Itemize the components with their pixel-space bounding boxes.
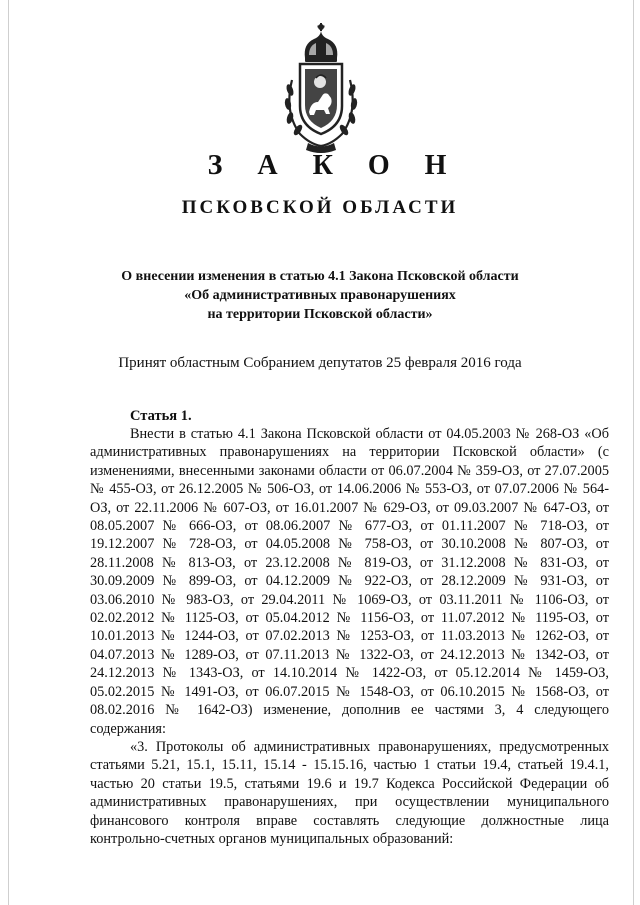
article-body (90, 425, 609, 848)
subject-line: «Об административных правонарушениях (184, 288, 456, 303)
law-title: З А К О Н (207, 150, 461, 181)
article-paragraph: «3. Протоколы об административных правонарушениях, предусмотренных статьями 5.21, 15.1, 15.11, 15.14 - 15.15.16, частью 1 статьи 19.4, статьей 19.4.1, частью 20 статьи 19.5, статьями 19.6 и 19.7 Кодекса Российской Федерации об административных правонарушениях, при осуществлении муниципального финансового контроля вправе составлять следующие должностные лица контрольно-счетных органов муниципальных образований: (90, 738, 609, 847)
adoption-line: Принят областным Собранием депутатов 25 февраля 2016 года (118, 355, 522, 371)
scan-edge-right (633, 0, 634, 905)
region-title: ПСКОВСКОЙ ОБЛАСТИ (181, 197, 459, 218)
scan-edge-left (8, 0, 9, 905)
subject-line: О внесении изменения в статью 4.1 Закона Псковской области (121, 269, 519, 284)
article-heading: Статья 1. (130, 408, 192, 424)
subject-line: на территории Псковской области» (207, 307, 433, 322)
article-paragraph: Внести в статью 4.1 Закона Псковской области от 04.05.2003 № 268-ОЗ «Об административных правонарушениях на территории Псковской области» (с изменениями, внесенными законами области от 06.07.2004 № 359-ОЗ, от 27.07.2005 № 455-ОЗ, от 26.12.2005 № 506-ОЗ, от 14.06.2006 № 553-ОЗ, от 07.07.2006 № 564-ОЗ, от 22.11.2006 № 607-ОЗ, от 16.01.2007 № 629-ОЗ, от 09.03.2007 № 647-ОЗ, от 08.05.2007 № 666-ОЗ, от 08.06.2007 № 677-ОЗ, от 01.11.2007 № 718-ОЗ, от 19.12.2007 № 728-ОЗ, от 04.05.2008 № 758-ОЗ, от 30.10.2008 № 807-ОЗ, от 28.11.2008 № 813-ОЗ, от 23.12.2008 № 819-ОЗ, от 31.12.2008 № 831-ОЗ, от 30.09.2009 № 899-ОЗ, от 04.12.2009 № 922-ОЗ, от 28.12.2009 № 931-ОЗ, от 03.06.2010 № 983-ОЗ, от 29.04.2011 № 1069-ОЗ, от 03.11.2011 № 1106-ОЗ, от 02.02.2012 № 1125-ОЗ, от 05.04.2012 № 1156-ОЗ, от 11.07.2012 № 1195-ОЗ, от 10.01.2013 № 1244-ОЗ, от 07.02.2013 № 1253-ОЗ, от 11.03.2013 № 1262-ОЗ, от 04.07.2013 № 1289-ОЗ, от 07.11.2013 № 1322-ОЗ, от 24.12.2013 № 1342-ОЗ, от 24.12.2013 № 1343-ОЗ, от 14.10.2014 № 1422-ОЗ, от 05.12.2014 № 1459-ОЗ, 05.02.2015 № 1491-ОЗ, от 06.07.2015 № 1548-ОЗ, от 06.10.2015 № 1568-ОЗ, от 08.02.2016 № 1642-ОЗ) изменение, дополнив ее частями 3, 4 следующего содержания: (90, 426, 609, 737)
law-subject (0, 267, 640, 324)
coat-of-arms-icon (278, 22, 364, 154)
